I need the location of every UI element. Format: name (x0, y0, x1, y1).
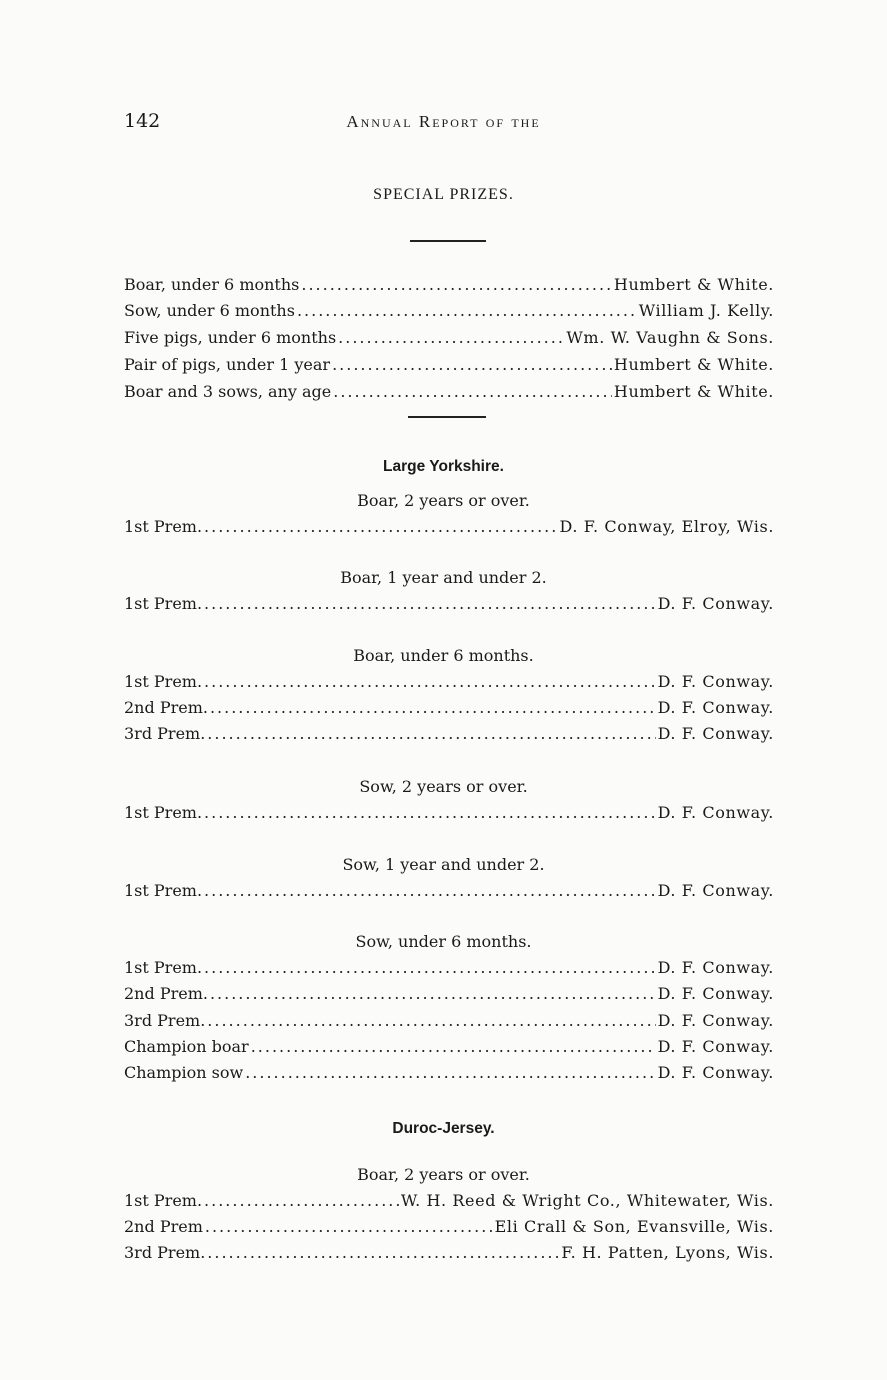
entry-label: 1st Prem. (124, 881, 203, 900)
entry-label: 1st Prem. (124, 517, 203, 536)
entry-value: D. F. Conway. (657, 1063, 774, 1082)
special-prize-entry (124, 328, 774, 347)
dot-leader (207, 1243, 559, 1262)
premium-entry (124, 881, 774, 900)
entry-value: F. H. Patten, Lyons, Wis. (561, 1243, 774, 1262)
premium-entry (124, 984, 774, 1003)
entry-label: Sow, under 6 months (124, 301, 295, 320)
entry-label: 3rd Prem. (124, 1011, 206, 1030)
dot-leader (207, 724, 655, 743)
dot-leader (204, 881, 656, 900)
premium-entry (124, 1037, 774, 1056)
premium-entry (124, 1011, 774, 1030)
special-prize-entry (124, 355, 774, 374)
entry-value: D. F. Conway. (657, 958, 774, 977)
entry-value: D. F. Conway. (657, 594, 774, 613)
premium-entry (124, 672, 774, 691)
dot-leader (204, 517, 558, 536)
entry-value: Humbert & White. (613, 382, 774, 401)
dot-leader (204, 1191, 399, 1210)
premium-entry (124, 1217, 774, 1236)
special-prize-entry (124, 382, 774, 401)
entry-value: William J. Kelly. (638, 301, 774, 320)
entry-value: D. F. Conway. (657, 724, 774, 743)
entry-value: D. F. Conway. (657, 1037, 774, 1056)
entry-label: 2nd Prem. (124, 698, 208, 717)
entry-label: Boar and 3 sows, any age (124, 382, 332, 401)
dot-leader (207, 1011, 655, 1030)
premium-entry (124, 958, 774, 977)
entry-label: 2nd Prem. (124, 984, 208, 1003)
entry-value: Humbert & White. (613, 355, 774, 374)
entry-value: Wm. W. Vaughn & Sons. (566, 328, 774, 347)
entry-label: 1st Prem. (124, 803, 203, 822)
breed-heading-large-yorkshire: Large Yorkshire. (383, 458, 504, 475)
class-heading: Sow, 1 year and under 2. (342, 855, 545, 874)
entry-value: D. F. Conway. (657, 672, 774, 691)
entry-value: Eli Crall & Son, Evansville, Wis. (494, 1217, 774, 1236)
special-prizes-title: SPECIAL PRIZES. (373, 186, 514, 203)
dot-leader (204, 958, 656, 977)
section-rule (408, 416, 486, 418)
dot-leader (204, 803, 656, 822)
breed-heading-duroc-jersey: Duroc-Jersey. (392, 1120, 495, 1137)
premium-entry (124, 1191, 774, 1210)
dot-leader (332, 355, 612, 374)
premium-entry (124, 594, 774, 613)
entry-label: Five pigs, under 6 months (124, 328, 337, 347)
special-prize-entry (124, 275, 774, 294)
entry-label: Pair of pigs, under 1 year (124, 355, 331, 374)
dot-leader (301, 275, 612, 294)
class-heading: Boar, 2 years or over. (357, 491, 530, 510)
class-heading: Boar, 1 year and under 2. (340, 568, 547, 587)
class-heading: Sow, under 6 months. (355, 932, 532, 951)
entry-label: 1st Prem. (124, 672, 203, 691)
premium-entry (124, 698, 774, 717)
premium-entry (124, 517, 774, 536)
entry-label: 3rd Prem. (124, 724, 206, 743)
entry-label: Champion boar (124, 1037, 249, 1056)
entry-label: Champion sow (124, 1063, 244, 1082)
class-heading: Boar, under 6 months. (353, 646, 534, 665)
entry-label: 2nd Prem (124, 1217, 203, 1236)
entry-value: D. F. Conway. (657, 698, 774, 717)
dot-leader (251, 1037, 656, 1056)
entry-value: D. F. Conway. (657, 1011, 774, 1030)
dot-leader (205, 1217, 493, 1236)
entry-label: 1st Prem. (124, 594, 203, 613)
premium-entry (124, 803, 774, 822)
entry-value: D. F. Conway. (657, 881, 774, 900)
dot-leader (204, 672, 656, 691)
entry-value: Humbert & White. (613, 275, 774, 294)
premium-entry (124, 1243, 774, 1262)
page-number: 142 (124, 110, 161, 132)
dot-leader (333, 382, 612, 401)
premium-entry (124, 724, 774, 743)
dot-leader (210, 698, 656, 717)
entry-label: 3rd Prem. (124, 1243, 206, 1262)
entry-value: D. F. Conway, Elroy, Wis. (559, 517, 774, 536)
special-prize-entry (124, 301, 774, 320)
premium-entry (124, 1063, 774, 1082)
entry-label: 1st Prem. (124, 1191, 203, 1210)
dot-leader (204, 594, 656, 613)
running-head: Annual Report of the (346, 112, 541, 131)
entry-value: D. F. Conway. (657, 803, 774, 822)
class-heading: Sow, 2 years or over. (359, 777, 528, 796)
dot-leader (210, 984, 656, 1003)
section-rule (410, 240, 486, 242)
dot-leader (245, 1063, 655, 1082)
entry-value: W. H. Reed & Wright Co., Whitewater, Wis. (400, 1191, 774, 1210)
entry-value: D. F. Conway. (657, 984, 774, 1003)
entry-label: Boar, under 6 months (124, 275, 300, 294)
entry-label: 1st Prem. (124, 958, 203, 977)
class-heading: Boar, 2 years or over. (357, 1165, 530, 1184)
dot-leader (297, 301, 637, 320)
dot-leader (338, 328, 564, 347)
